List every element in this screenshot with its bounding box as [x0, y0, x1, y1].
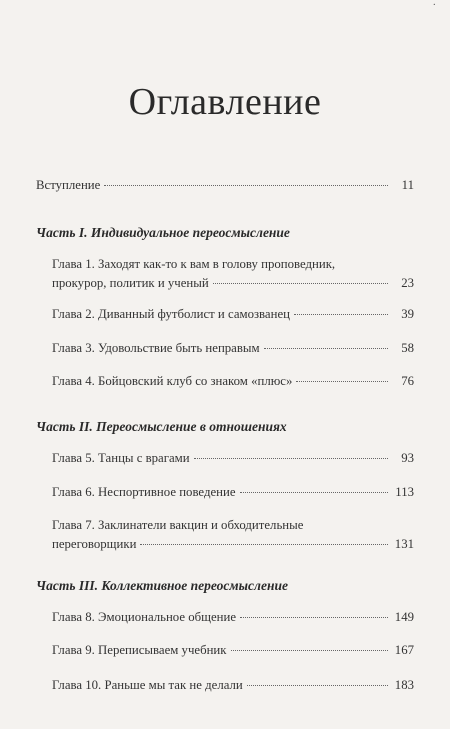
part-heading-2: Часть II. Переосмысление в отношениях — [36, 419, 287, 434]
toc-entry-chapter-6[interactable] — [52, 483, 414, 502]
toc-entry-chapter-3[interactable] — [52, 339, 414, 358]
toc-entry-label-line2: прокурор, политик и ученый — [52, 276, 209, 290]
toc-entry-intro[interactable] — [36, 176, 414, 195]
toc-entry-label-line2: переговорщики — [52, 537, 137, 551]
toc-entry-label: Глава 8. Эмоциональное общение — [52, 610, 237, 624]
toc-entry-chapter-1[interactable] — [52, 255, 414, 293]
page-title: Оглавление — [128, 81, 322, 124]
toc-entry-label: Глава 10. Раньше мы так не делали — [52, 678, 243, 692]
toc-page-number: 183 — [394, 678, 414, 692]
toc-entry-chapter-8[interactable] — [52, 608, 414, 627]
toc-entry-label: Глава 3. Удовольствие быть неправым — [52, 341, 260, 355]
part-heading-1: Часть I. Индивидуальное переосмысление — [36, 225, 290, 240]
edge-mark: · — [432, 0, 436, 11]
toc-entry-chapter-7[interactable] — [52, 516, 414, 554]
dot-leader — [294, 314, 388, 315]
toc-entry-label: Глава 2. Диванный футболист и самозванец — [52, 307, 290, 321]
dot-leader — [140, 544, 388, 545]
toc-entry-label: Глава 9. Переписываем учебник — [52, 643, 227, 657]
toc-page-number: 76 — [401, 374, 414, 388]
toc-page-number: 149 — [394, 610, 414, 624]
toc-entry-label: Глава 4. Бойцовский клуб со знаком «плюс» — [52, 374, 293, 388]
dot-leader — [231, 650, 389, 651]
toc-entry-label: Глава 5. Танцы с врагами — [52, 451, 190, 465]
dot-leader — [240, 492, 388, 493]
toc-page-number: 113 — [395, 485, 414, 499]
toc-entry-label-line1: Глава 7. Заклинатели вакцин и обходительные — [52, 518, 304, 532]
part-heading-3: Часть III. Коллективное переосмысление — [36, 578, 288, 593]
toc-entry-chapter-5[interactable] — [52, 449, 414, 468]
toc-entry-chapter-2[interactable] — [52, 305, 414, 324]
toc-entry-label: Вступление — [36, 178, 101, 192]
dot-leader — [264, 348, 388, 349]
toc-page-number: 131 — [394, 537, 414, 551]
toc-entry-chapter-9[interactable] — [52, 641, 414, 660]
dot-leader — [194, 458, 388, 459]
toc-entry-chapter-10[interactable] — [52, 676, 414, 695]
toc-entry-chapter-4[interactable] — [52, 372, 414, 391]
dot-leader — [104, 185, 388, 186]
toc-page-number: 167 — [394, 643, 414, 657]
toc-page-number: 58 — [401, 341, 414, 355]
dot-leader — [296, 381, 388, 382]
dot-leader — [247, 685, 388, 686]
toc-page-number: 93 — [401, 451, 414, 465]
toc-page-number: 39 — [401, 307, 414, 321]
dot-leader — [213, 283, 388, 284]
toc-page-number: 23 — [401, 276, 414, 290]
toc-entry-label-line1: Глава 1. Заходят как-то к вам в голову проповедник, — [52, 257, 336, 271]
toc-entry-label: Глава 6. Неспортивное поведение — [52, 485, 236, 499]
dot-leader — [240, 617, 388, 618]
toc-page-number: 11 — [401, 178, 414, 192]
